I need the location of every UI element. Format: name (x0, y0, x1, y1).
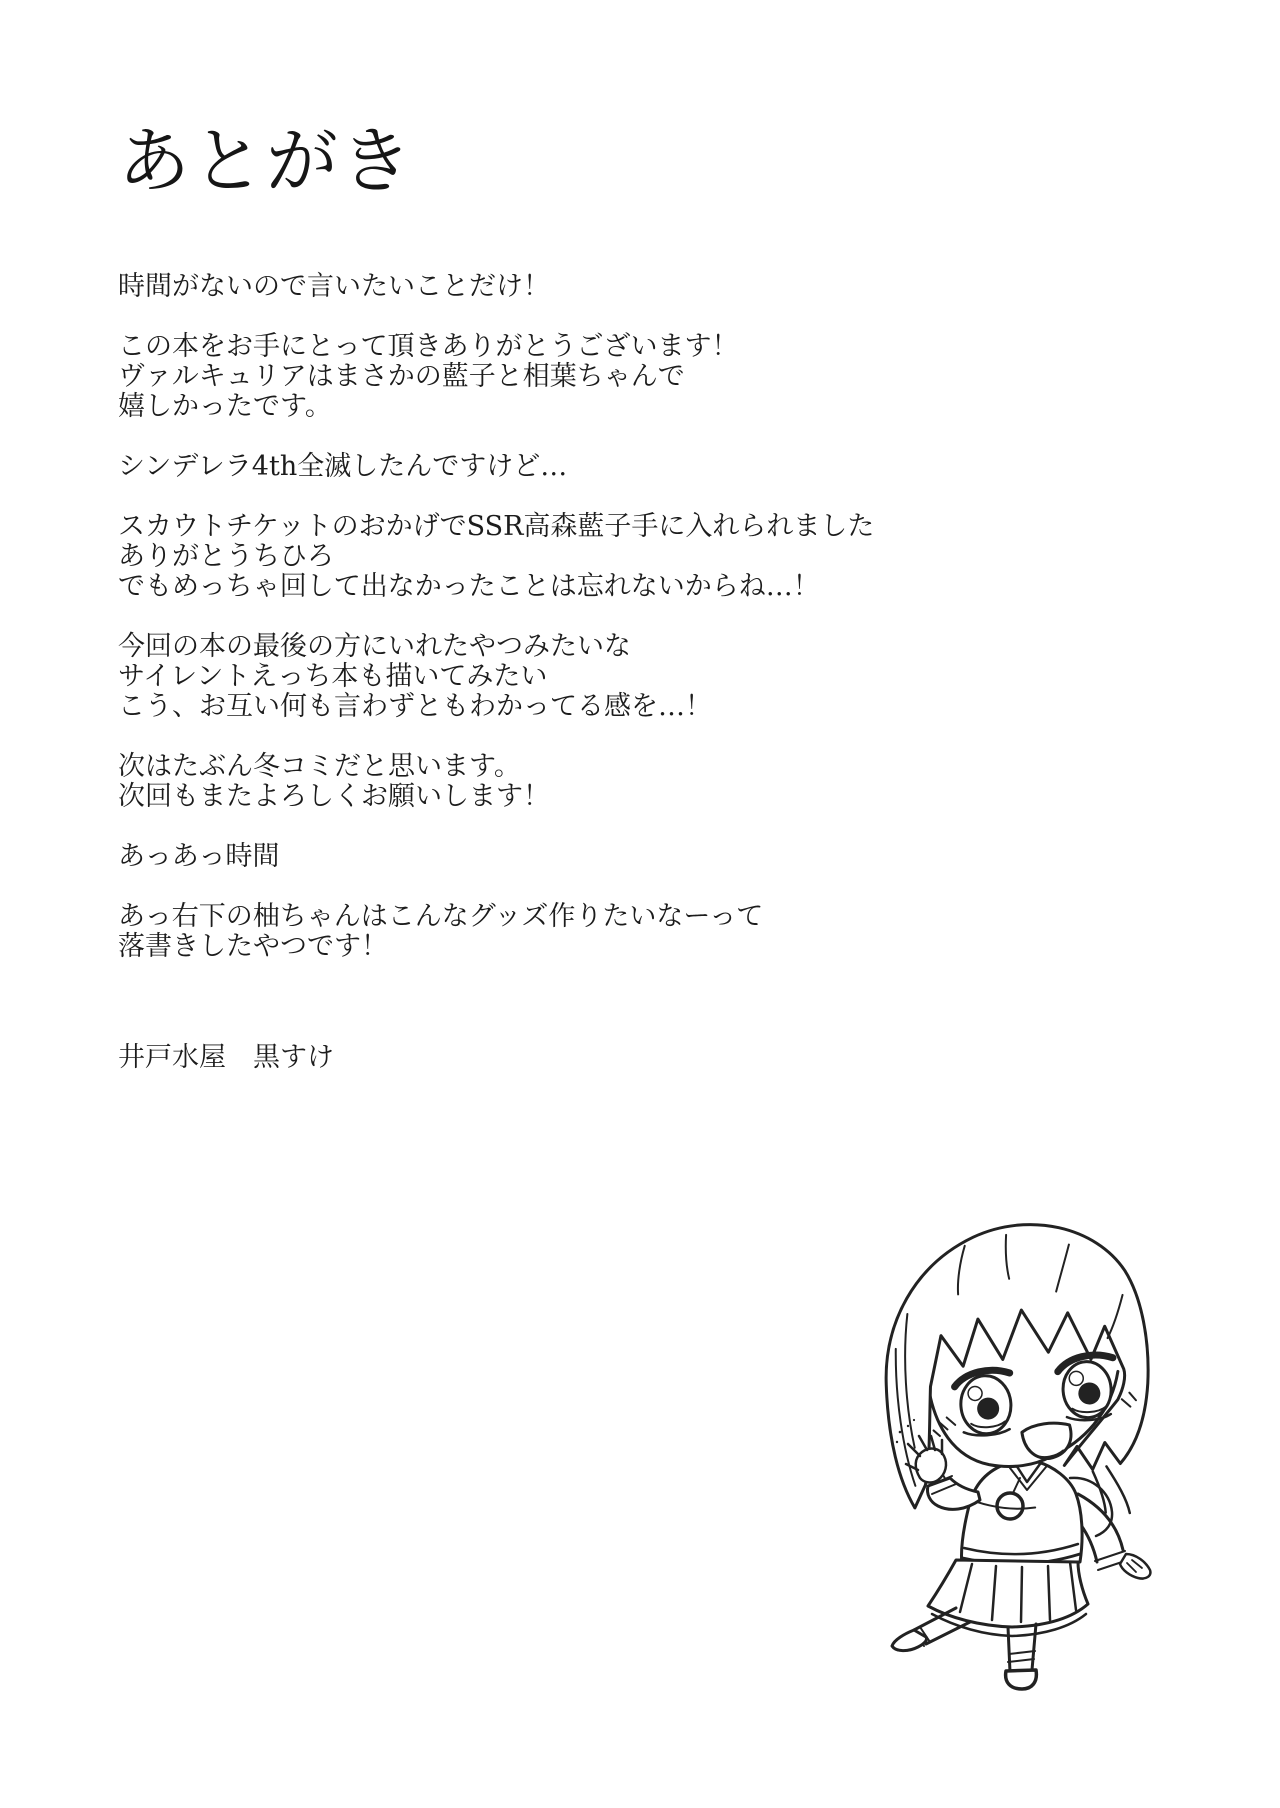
left-shoe (892, 1630, 927, 1651)
right-shoe (1006, 1670, 1037, 1689)
paragraph (118, 332, 874, 422)
text-line: こう、お互い何も言わずともわかってる感を…！ (118, 691, 712, 722)
text-line: 嬉しかったです。 (118, 391, 332, 422)
text-line: 落書きしたやつです！ (118, 931, 388, 962)
paragraph (118, 452, 874, 482)
page-title: あとがき (118, 119, 415, 203)
hoodie-torso (961, 1462, 1112, 1566)
text-line: でもめっちゃ回して出なかったことは忘れないからね…！ (118, 571, 820, 602)
paragraph (118, 902, 874, 962)
text-line: この本をお手にとって頂きありがとうございます！ (118, 331, 739, 362)
text-line: ありがとうちひろ (118, 541, 334, 572)
afterword-body (118, 272, 874, 992)
text-line: 時間がないので言いたいことだけ！ (118, 271, 550, 302)
text-line: サイレントえっち本も描いてみたい (118, 661, 548, 692)
text-line: あっ右下の柚ちゃんはこんなグッズ作りたいなーって (118, 901, 764, 932)
author-signature: 井戸水屋 黒すけ (118, 1042, 334, 1073)
text-line: スカウトチケットのおかげでSSR高森藍子手に入れられました (118, 511, 875, 542)
paragraph (118, 272, 874, 302)
paragraph (118, 512, 874, 602)
text-line: シンデレラ4th全滅したんですけど… (118, 451, 568, 482)
text-line: 次回もまたよろしくお願いします！ (118, 781, 550, 812)
text-line: ヴァルキュリアはまさかの藍子と相葉ちゃんで (118, 361, 685, 392)
hoodie-toggle (997, 1493, 1023, 1519)
chibi-character-illustration (780, 1210, 1170, 1710)
text-line: あっあっ時間 (118, 841, 280, 872)
text-line: 次はたぶん冬コミだと思います。 (118, 751, 521, 782)
paragraph (118, 842, 874, 872)
text-line: 今回の本の最後の方にいれたやつみたいな (118, 631, 631, 662)
pleated-skirt (928, 1560, 1088, 1636)
paragraph (118, 632, 874, 722)
paragraph (118, 752, 874, 812)
